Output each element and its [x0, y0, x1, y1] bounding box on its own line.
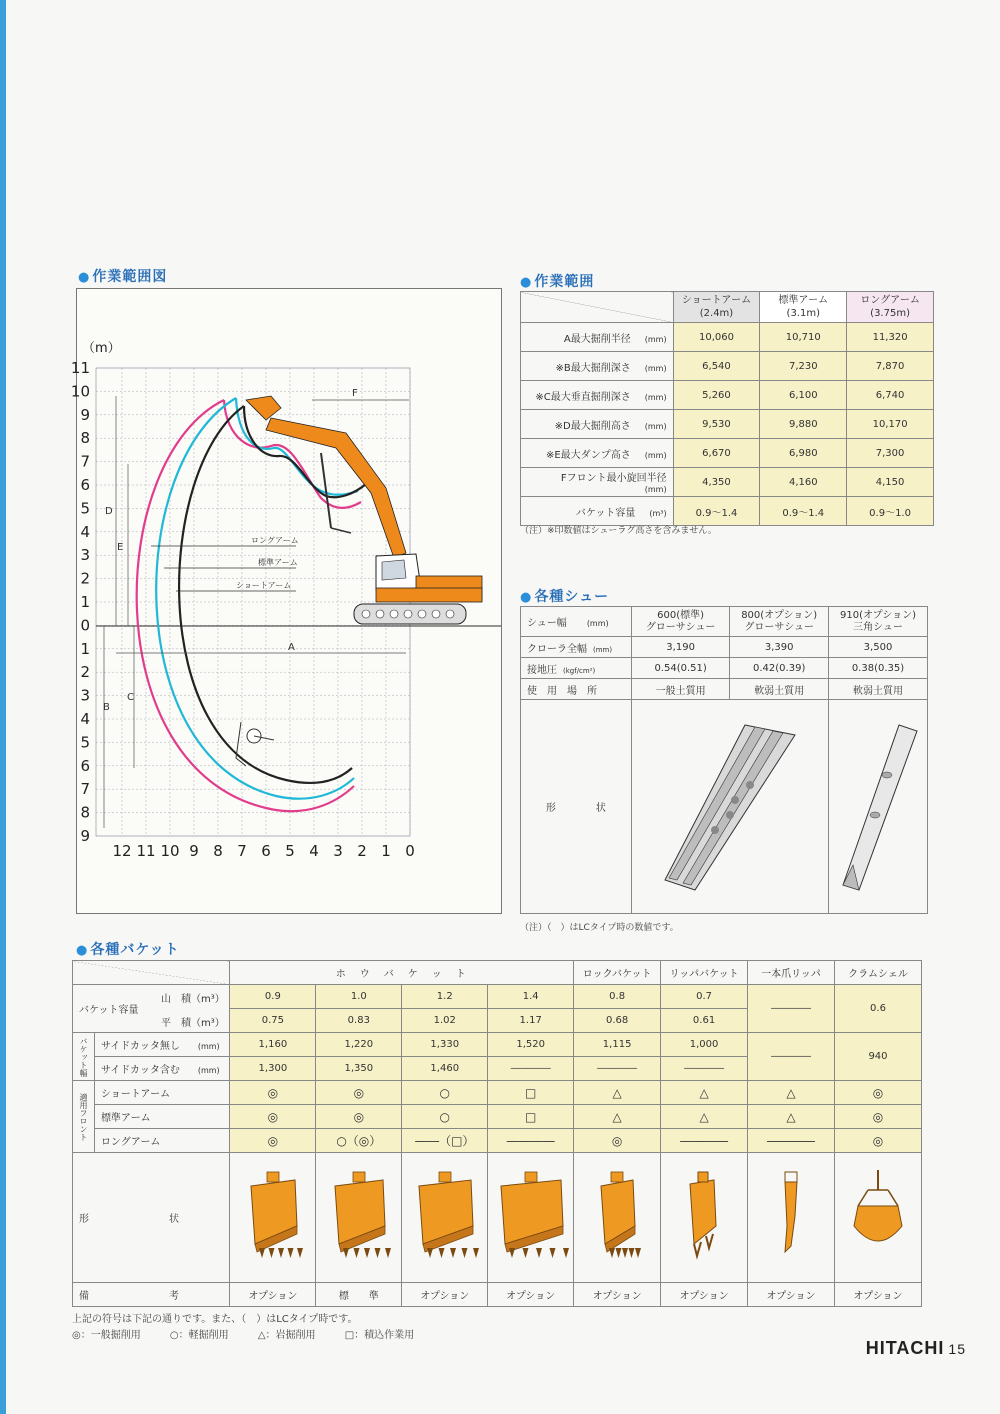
remark-cell: オプション — [748, 1283, 835, 1307]
remark-cell: オプション — [574, 1283, 661, 1307]
range-row: Fフロント最小旋回半径(mm) 4,350 4,160 4,150 — [521, 468, 934, 497]
remark-cell: オプション — [488, 1283, 574, 1307]
brand-footer — [866, 1338, 966, 1359]
bucket-illustration — [319, 1166, 399, 1266]
bucket-shape-row — [73, 1153, 922, 1283]
range-row: ※B最大掘削深さ (mm) 6,540 7,230 7,870 — [521, 352, 934, 381]
front-label: 適用フロント — [73, 1081, 95, 1153]
y-tick-label: 4 — [80, 710, 90, 728]
shoe-width-label: シュー幅 — [527, 618, 567, 629]
range-row: ※E最大ダンプ高さ (mm) 6,670 6,980 7,300 — [521, 439, 934, 468]
y-tick-label: 5 — [80, 733, 90, 752]
capacity-label: バケット容量 — [79, 1005, 139, 1016]
y-tick-label: 3 — [80, 686, 90, 705]
y-tick-label: 8 — [80, 803, 90, 822]
range-diagram-title: ● 作業範囲図 — [78, 269, 168, 285]
shoe-shape-label: 形 状 — [521, 700, 632, 914]
dim-C: C — [127, 692, 134, 703]
grouser-shoe-illustration — [635, 705, 825, 905]
ripper-bucket-header: リッパバケット — [661, 961, 748, 985]
rock-bucket-header: ロックバケット — [574, 961, 661, 985]
y-tick-label: 6 — [80, 476, 90, 494]
grouser-shoe-cell — [631, 700, 828, 914]
y-tick-label: 9 — [80, 827, 90, 845]
bucket-illustration — [491, 1166, 571, 1266]
clamshell-header: クラムシェル — [834, 961, 921, 985]
x-tick-label: 8 — [213, 842, 223, 860]
remarks-label: 備 考 — [73, 1283, 230, 1307]
x-tick-label: 4 — [309, 842, 319, 860]
heap-label: 山 積（m³） — [161, 994, 225, 1005]
y-tick-label: 7 — [80, 780, 90, 799]
range-table-title: ● 作業範囲 — [520, 274, 595, 290]
dim-F: F — [352, 388, 358, 399]
bucket-table-title: ● 各種バケット — [76, 942, 180, 958]
front-row: 適用フロント ショートアーム ◎ ◎ ○ □ △ △ △ ◎ — [73, 1081, 922, 1105]
bucket-table: ホ ウ バ ケ ッ ト ロックバケット リッパバケット 一本爪リッパ クラムシェル バケット容量 山 積（m³） 平 積（m³） 0.9 1.0 1.2 1.4 0.8 0.7 ―――― 0.6 0.75 0.83 1.02 1.17 0.68 0.61 バケット幅 サイドカッタ無し (mm) 1,160 1,220 1,330 1,520 1,115 1,000 ―――― 940 サイドカッタ含む (mm) 1,300 1,350 1,460 ―――― ―――― ―――― 適用フロント ショートアーム ◎ ◎ ○ □ △ △ △ ◎ 標準アーム ◎ ◎ ○ □ △ △ △ ◎ ロングアーム ◎ ○（◎） ――（□） ―――― ◎ ―――― ―――― ◎ 形 状 備 考 オプション 標 準 オプション オプション オプション オプション オプション オプション — [72, 960, 922, 1307]
dim-A: A — [288, 642, 295, 653]
x-tick-label: 6 — [261, 842, 271, 860]
dim-E: E — [117, 542, 124, 553]
dim-B: B — [103, 702, 110, 713]
range-header-standard: 標準アーム (3.1m) — [760, 292, 847, 323]
clam-capacity: 0.6 — [834, 985, 921, 1033]
shoe-header-600: 600(標準) グローサシュー — [631, 607, 730, 637]
remark-cell: オプション — [230, 1283, 316, 1307]
y-tick-label: 11 — [70, 359, 90, 377]
remark-cell: 標 準 — [316, 1283, 402, 1307]
y-tick-label: 1 — [80, 593, 90, 611]
range-header-short: ショートアーム (2.4m) — [673, 292, 760, 323]
shoe-note: （注）（ ）はLCタイプ時の数値です。 — [520, 923, 679, 933]
range-diagram — [70, 288, 502, 914]
x-tick-label: 3 — [333, 842, 343, 860]
y-tick-label: 10 — [70, 382, 90, 401]
x-tick-label: 5 — [285, 842, 295, 860]
y-tick-label: 6 — [80, 756, 90, 775]
y-tick-label: 8 — [80, 429, 90, 448]
shoe-table-title: ● 各種シュー — [520, 589, 610, 605]
y-tick-label: 1 — [80, 639, 90, 658]
range-row: バケット容量 (m³) 0.9～1.4 0.9～1.4 0.9～1.0 — [521, 497, 934, 526]
page-edge-strip — [0, 0, 6, 1414]
bucket-illustration — [233, 1166, 313, 1266]
bucket-illustration — [577, 1166, 657, 1266]
range-row: ※D最大掘削高さ (mm) 9,530 9,880 10,170 — [521, 410, 934, 439]
shoe-row: 接地圧 (kgf/cm²) 0.54(0.51) 0.42(0.39) 0.38(0.35) — [521, 658, 928, 679]
x-tick-label: 9 — [189, 842, 199, 860]
y-tick-label: 2 — [80, 663, 90, 682]
shoe-header-800: 800(オプション) グローサシュー — [730, 607, 829, 637]
x-tick-label: 1 — [381, 842, 391, 860]
range-note: （注）※印数値はシューラグ高さを含みません。 — [520, 526, 717, 536]
single-ripper-header: 一本爪リッパ — [748, 961, 835, 985]
bucket-illustration — [405, 1166, 485, 1266]
page-number: 15 — [948, 1341, 966, 1357]
legend-items: ◎：一般掘削用 ○：軽掘削用 △：岩掘削用 □：積込作業用 — [72, 1330, 415, 1341]
shoe-header-910: 910(オプション) 三角シュー — [828, 607, 927, 637]
y-tick-label: 4 — [80, 522, 90, 541]
bucket-shape-label: 形 状 — [73, 1153, 230, 1283]
short-arm-label: ショートアーム — [236, 581, 292, 590]
y-tick-label: 2 — [80, 569, 90, 588]
dim-D: D — [105, 506, 113, 517]
triangle-shoe-cell — [828, 700, 927, 914]
front-row: 標準アーム ◎ ◎ ○ □ △ △ △ ◎ — [73, 1105, 922, 1129]
hoe-bucket-header: ホ ウ バ ケ ッ ト — [230, 961, 574, 985]
clam-width: 940 — [834, 1033, 921, 1081]
x-tick-label: 7 — [237, 842, 247, 860]
struck-label: 平 積（m³） — [161, 1018, 225, 1029]
shoe-table: シュー幅 (mm) 600(標準) グローサシュー 800(オプション) グローサシュー 910(オプション) 三角シュー クローラ全幅 (mm) 3,190 3,390 3,500 接地圧 (kgf/cm²) 0.54(0.51) 0.42(0.39) 0.38(0.35) 使 用 場 所 一般土質用 軟弱土質用 軟弱土質用 形 状 — [520, 606, 928, 914]
shoe-row: 使 用 場 所 一般土質用 軟弱土質用 軟弱土質用 — [521, 679, 928, 700]
triangle-shoe-illustration — [829, 705, 927, 905]
front-row: ロングアーム ◎ ○（◎） ――（□） ―――― ◎ ―――― ―――― ◎ — [73, 1129, 922, 1153]
standard-arm-label: 標準アーム — [258, 558, 298, 567]
y-tick-label: 0 — [80, 616, 90, 635]
remark-cell: オプション — [661, 1283, 748, 1307]
range-table — [520, 291, 934, 526]
width-label: バケット幅 — [73, 1033, 95, 1081]
y-tick-label: 3 — [80, 546, 90, 565]
range-header-long: ロングアーム (3.75m) — [847, 292, 934, 323]
bucket-illustration — [838, 1166, 918, 1266]
x-tick-label: 0 — [405, 842, 415, 860]
range-row: ※C最大垂直掘削深さ (mm) 5,260 6,100 6,740 — [521, 381, 934, 410]
x-tick-label: 12 — [112, 842, 132, 860]
legend-line: 上記の符号は下記の通りです。また、（ ）はLCタイプ時です。 — [72, 1314, 358, 1325]
y-tick-label: 5 — [80, 499, 90, 518]
x-tick-label: 10 — [160, 842, 180, 860]
remark-cell: オプション — [834, 1283, 921, 1307]
bucket-illustration — [751, 1166, 831, 1266]
x-tick-label: 11 — [136, 842, 156, 860]
remark-cell: オプション — [402, 1283, 488, 1307]
unit-label: （m） — [82, 341, 121, 356]
y-tick-label: 7 — [80, 452, 90, 471]
y-tick-label: 9 — [80, 405, 90, 424]
shoe-row: クローラ全幅 (mm) 3,190 3,390 3,500 — [521, 637, 928, 658]
range-row: A最大掘削半径 (mm) 10,060 10,710 11,320 — [521, 323, 934, 352]
x-tick-label: 2 — [357, 842, 367, 860]
bucket-illustration — [664, 1166, 744, 1266]
brand-logo: HITACHI — [865, 1338, 945, 1358]
long-arm-label: ロングアーム — [251, 536, 299, 545]
